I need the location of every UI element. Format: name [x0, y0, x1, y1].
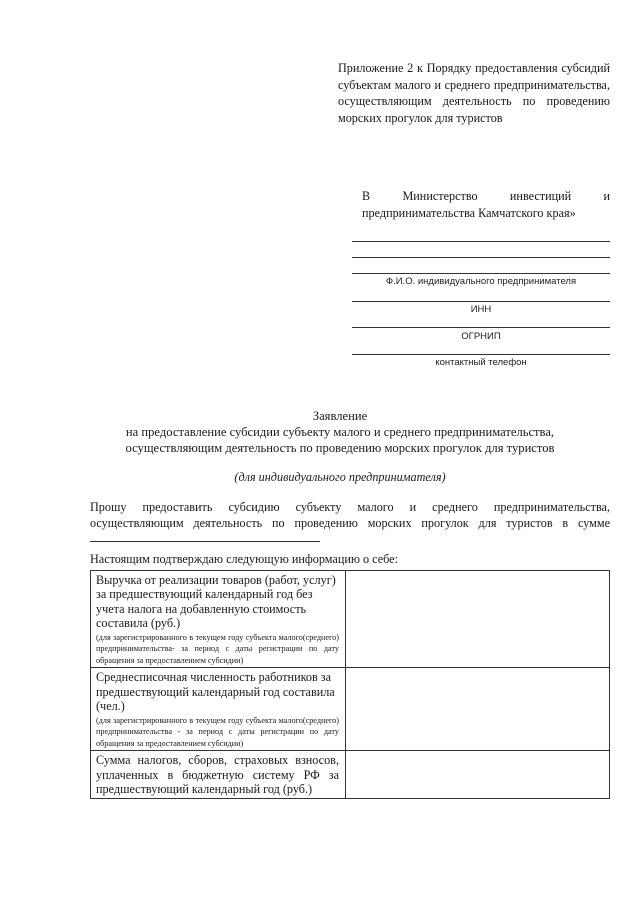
inn-field-line[interactable] — [352, 301, 610, 302]
row-label: Среднесписочная численность работников за предшествующий календарный год составила (чел.) — [96, 670, 335, 714]
row-note: (для зарегистрированного в текущем году субъекта малого(среднего) предпринимательства - за период с даты регистрации по дату обращения за предоставлением субсидии) — [96, 715, 339, 748]
ogrnip-label: ОГРНИП — [461, 331, 501, 342]
confirm-statement: Настоящим подтверждаю следующую информацию о себе: — [90, 552, 398, 566]
statement-subtitle: (для индивидуального предпринимателя) — [234, 470, 446, 484]
table-label-cell — [91, 751, 346, 798]
row-label: Выручка от реализации товаров (работ, услуг) за предшествующий календарный год без учета налога на добавленную стоимость составила (руб.) — [96, 573, 336, 631]
table-label-cell — [91, 668, 346, 751]
table-label-cell — [91, 571, 346, 668]
inn-label: ИНН — [470, 304, 492, 315]
statement-line-2: на предоставление субсидии субъекту малого и среднего предпринимательства, — [125, 425, 555, 439]
table-row — [91, 751, 610, 798]
addressee-block — [362, 188, 610, 222]
fio-field-line-3[interactable] — [352, 273, 610, 274]
fio-label: Ф.И.О. индивидуального предпринимателя — [385, 276, 577, 287]
info-table — [90, 570, 610, 799]
statement-line-3: осуществляющим деятельность по проведению морских прогулок для туристов — [125, 441, 555, 455]
ogrnip-field-line[interactable] — [352, 327, 610, 328]
statement-heading: Заявление — [312, 409, 368, 423]
fio-field-line-1[interactable] — [352, 241, 610, 242]
addressee-line-1: В Министерство инвестиций и — [362, 189, 610, 203]
row-label: Сумма налогов, сборов, страховых взносов, уплаченных в бюджетную систему РФ за предшествующий календарный год (руб.) — [96, 753, 339, 797]
row-note: (для зарегистрированного в текущем году субъекта малого(среднего) предпринимательства- за период с даты регистрации по дату обращения за предоставлением субсидии) — [96, 632, 339, 665]
table-value-cell[interactable] — [346, 751, 610, 798]
phone-label: контактный телефон — [435, 357, 527, 368]
request-paragraph: Прошу предоставить субсидию субъекту малого и среднего предпринимательства, осуществляющим деятельность по проведению морских прогулок для туристов в сумме — [90, 500, 610, 530]
fio-field-line-2[interactable] — [352, 257, 610, 258]
table-value-cell[interactable] — [346, 571, 610, 668]
phone-field-line[interactable] — [352, 354, 610, 355]
amount-field-line[interactable] — [90, 541, 320, 542]
table-value-cell[interactable] — [346, 668, 610, 751]
table-row — [91, 571, 610, 668]
table-row — [91, 668, 610, 751]
addressee-line-2: предпринимательства Камчатского края» — [362, 206, 576, 220]
appendix-header: Приложение 2 к Порядку предоставления субсидий субъектам малого и среднего предпринимательства, осуществляющим деятельность по проведению морских прогулок для туристов — [338, 61, 610, 125]
